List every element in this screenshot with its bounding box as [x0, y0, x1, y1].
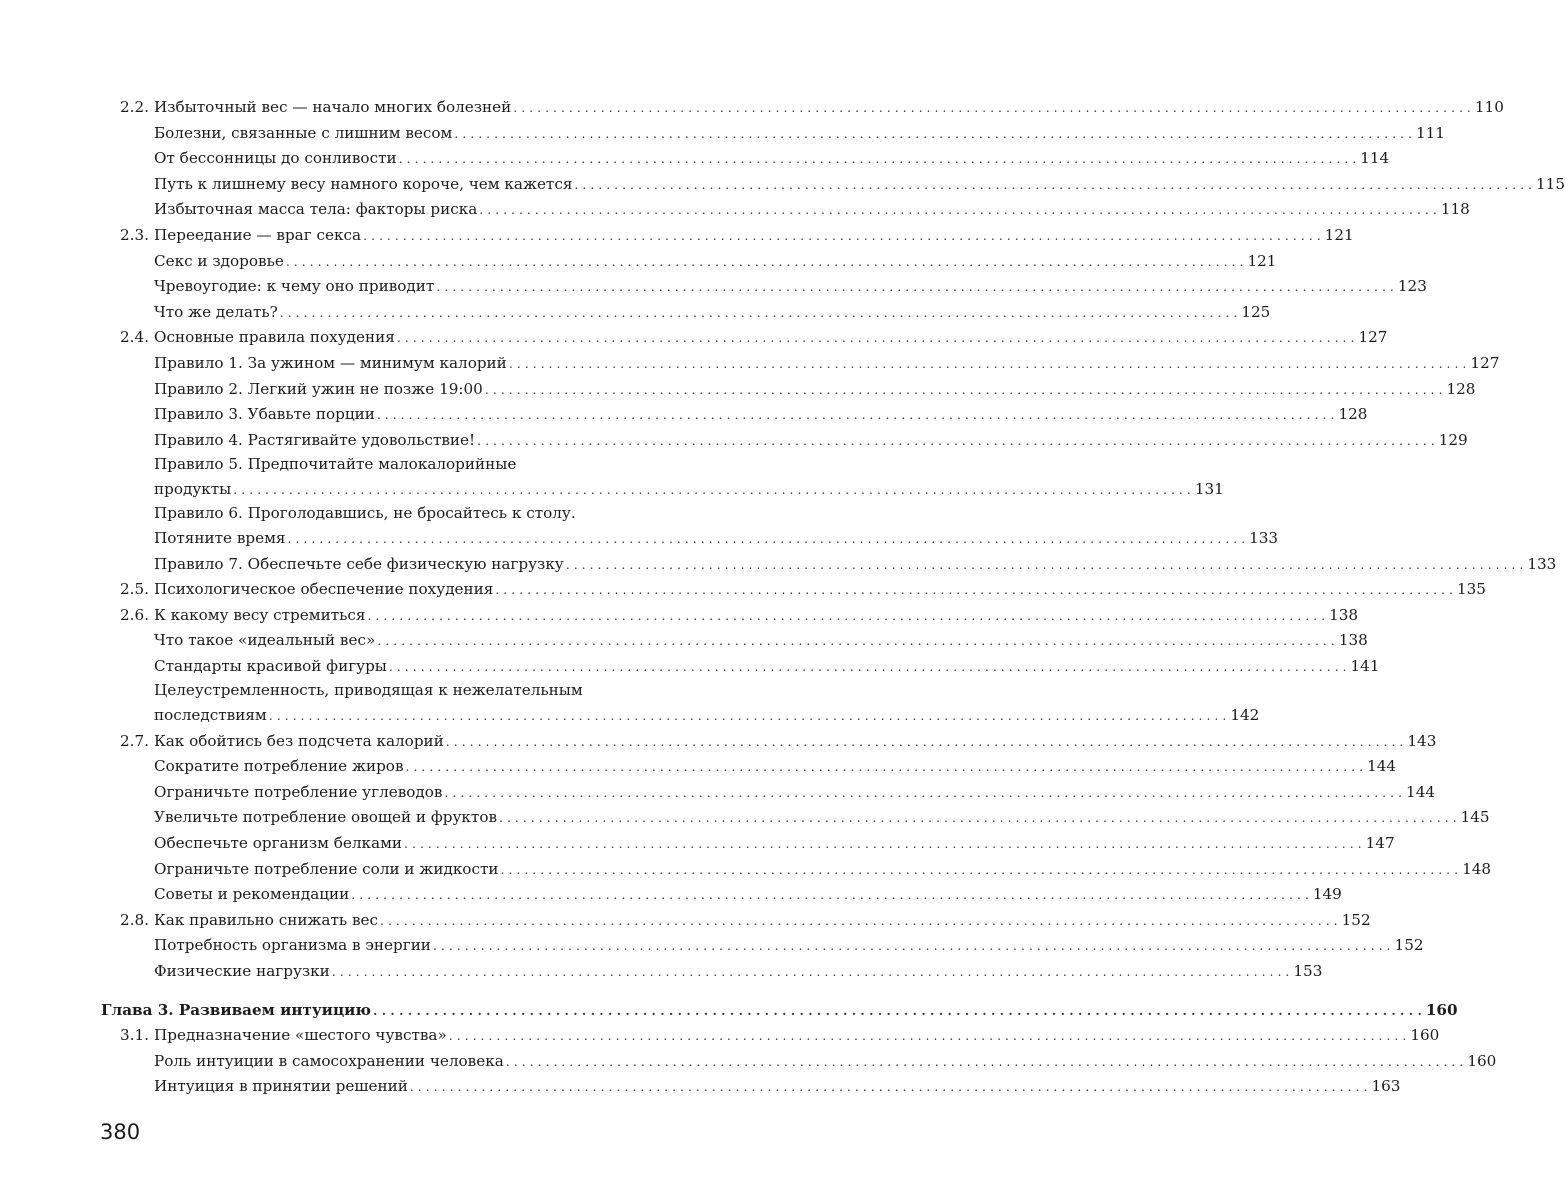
- toc-page-number: 145: [1460, 808, 1490, 827]
- toc-entry-title: Ограничьте потребление соли и жидкости: [154, 859, 499, 878]
- toc-subsection-entry: [0, 780, 1436, 806]
- dot-leader: [509, 351, 1467, 377]
- toc-page-number: 129: [1438, 430, 1468, 449]
- toc-section-entry: [0, 95, 1504, 121]
- dot-leader: [566, 552, 1524, 578]
- dot-leader: [436, 274, 1394, 300]
- toc-page-number: 149: [1312, 885, 1342, 904]
- dot-leader: [506, 1049, 1464, 1075]
- toc-page-number: 160: [1410, 1026, 1440, 1045]
- toc-entry-title: Правило 4. Растягивайте удовольствие!: [154, 430, 476, 449]
- toc-section-entry: [0, 325, 1388, 351]
- toc-entry-title: Физические нагрузки: [154, 961, 330, 980]
- toc-page-number: 138: [1329, 605, 1359, 624]
- toc-subsection-entry: [0, 377, 1476, 403]
- toc-entry-title: Правило 6. Проголодавшись, не бросайтесь к столу.: [154, 504, 576, 523]
- dot-leader: [513, 95, 1471, 121]
- toc-entry-title: От бессонницы до сонливости: [154, 149, 397, 168]
- dot-leader: [574, 172, 1532, 198]
- section-number: 2.8.: [120, 910, 149, 929]
- toc-section-entry: [0, 223, 1354, 249]
- toc-page-number: 138: [1338, 631, 1368, 650]
- toc-page-number: 133: [1527, 554, 1557, 573]
- dot-leader: [269, 703, 1227, 729]
- toc-entry-title: Избыточная масса тела: факторы риска: [154, 200, 478, 219]
- toc-entry-title: Как обойтись без подсчета калорий: [154, 731, 444, 750]
- toc-page-number: 127: [1470, 353, 1500, 372]
- dot-leader: [410, 1074, 1368, 1100]
- dot-leader: [477, 428, 1435, 454]
- toc-page-number: 152: [1341, 910, 1371, 929]
- toc-subsection-entry: [0, 552, 1557, 578]
- toc-page-number: 123: [1397, 277, 1427, 296]
- toc-entry-title: Правило 7. Обеспечьте себе физическую нагрузку: [154, 554, 564, 573]
- dot-leader: [485, 377, 1443, 403]
- toc-subsection-entry: [0, 249, 1277, 275]
- toc-entry-title: Правило 3. Убавьте порции: [154, 405, 375, 424]
- section-number: 3.1.: [120, 1026, 149, 1045]
- dot-leader: [389, 654, 1347, 680]
- toc-entry-title: Глава 3. Развиваем интуицию: [101, 1000, 372, 1019]
- dot-leader: [495, 577, 1453, 603]
- toc-page-number: 118: [1440, 200, 1470, 219]
- toc-subsection-entry: [0, 172, 1565, 198]
- toc-subsection-entry: [0, 1049, 1497, 1075]
- dot-leader: [363, 223, 1321, 249]
- toc-subsection-entry: [0, 274, 1427, 300]
- toc-entry-title: Роль интуиции в самосохранении человека: [154, 1051, 504, 1070]
- dot-leader: [233, 477, 1191, 503]
- toc-entry-title: Переедание — враг секса: [154, 225, 362, 244]
- toc-entry-title: Как правильно снижать вес: [154, 910, 379, 929]
- toc-subsection-entry: [0, 857, 1492, 883]
- toc-page-number: 111: [1415, 123, 1445, 142]
- toc-entry-title: Целеустремленность, приводящая к нежелательным: [154, 681, 583, 700]
- toc-page-number: 142: [1230, 705, 1260, 724]
- toc-entry-title: Путь к лишнему весу намного короче, чем кажется: [154, 174, 573, 193]
- dot-leader: [499, 805, 1457, 831]
- dot-leader: [501, 857, 1459, 883]
- toc-subsection-entry: [0, 300, 1271, 326]
- toc-page-number: 152: [1394, 936, 1424, 955]
- toc-entry-title: Потяните время: [154, 528, 286, 547]
- toc-page-number: 133: [1249, 528, 1279, 547]
- toc-section-entry: [0, 908, 1371, 934]
- toc-entry-title: Избыточный вес — начало многих болезней: [154, 98, 512, 116]
- toc-subsection-entry: [0, 121, 1445, 147]
- dot-leader: [397, 325, 1355, 351]
- dot-leader: [351, 882, 1309, 908]
- toc-page-number: 153: [1293, 961, 1323, 980]
- section-number: 2.7.: [120, 731, 149, 750]
- toc-page-number: 110: [1474, 98, 1504, 116]
- toc-entry-title: Предназначение «шестого чувства»: [154, 1026, 447, 1045]
- toc-entry-title: Психологическое обеспечение похудения: [154, 580, 494, 599]
- dot-leader: [449, 1023, 1407, 1049]
- dot-leader: [377, 402, 1335, 428]
- toc-page-number: 144: [1367, 757, 1397, 776]
- toc-page-number: 131: [1194, 479, 1224, 498]
- toc-subsection-entry: [0, 453, 1224, 502]
- section-number: 2.4.: [120, 328, 149, 347]
- toc-entry-title: Сократите потребление жиров: [154, 757, 404, 776]
- toc-entry-title: Обеспечьте организм белками: [154, 833, 403, 852]
- toc-entry-title: Увеличьте потребление овощей и фруктов: [154, 808, 498, 827]
- toc-entry-title: Ограничьте потребление углеводов: [154, 782, 443, 801]
- toc-subsection-entry: [0, 428, 1468, 454]
- toc-section-entry: [0, 577, 1486, 603]
- toc-page-number: 115: [1536, 174, 1565, 193]
- toc-entry-title: Основные правила похудения: [154, 328, 395, 347]
- toc-page-number: 147: [1365, 833, 1395, 852]
- toc-section-entry: [0, 603, 1359, 629]
- table-of-contents: [0, 95, 1565, 1100]
- dot-leader: [446, 729, 1404, 755]
- dot-leader: [433, 933, 1391, 959]
- toc-page-number: 114: [1360, 149, 1390, 168]
- toc-entry-title: Чревоугодие: к чему оно приводит: [154, 277, 435, 296]
- toc-entry-title: Что же делать?: [154, 302, 278, 321]
- toc-page-number: 125: [1241, 302, 1271, 321]
- toc-entry-title: Правило 2. Легкий ужин не позже 19:00: [154, 379, 483, 398]
- toc-page-number: 128: [1338, 405, 1368, 424]
- page-number: 380: [100, 1120, 141, 1144]
- section-number: 2.2.: [120, 98, 149, 116]
- toc-entry-title: Интуиция в принятии решений: [154, 1077, 408, 1096]
- toc-page-number: 163: [1371, 1077, 1401, 1096]
- toc-page-number: 144: [1406, 782, 1436, 801]
- toc-entry-title: Что такое «идеальный вес»: [154, 631, 376, 650]
- toc-page-number: 160: [1425, 1000, 1458, 1019]
- toc-page-number: 135: [1456, 580, 1486, 599]
- toc-page-number: 121: [1324, 225, 1354, 244]
- toc-subsection-entry: [0, 351, 1500, 377]
- toc-page-number: 143: [1407, 731, 1437, 750]
- toc-page-number: 160: [1467, 1051, 1497, 1070]
- dot-leader: [367, 603, 1325, 629]
- toc-subsection-entry: [0, 628, 1368, 654]
- toc-entry-title: Советы и рекомендации: [154, 885, 350, 904]
- toc-page-number: 127: [1358, 328, 1388, 347]
- toc-section-entry: [0, 1023, 1440, 1049]
- dot-leader: [444, 780, 1402, 806]
- dot-leader: [380, 908, 1338, 934]
- toc-subsection-entry: [0, 679, 1260, 728]
- toc-subsection-entry: [0, 882, 1342, 908]
- dot-leader: [286, 249, 1244, 275]
- toc-entry-title: Болезни, связанные с лишним весом: [154, 123, 453, 142]
- toc-entry-title: Стандарты красивой фигуры: [154, 656, 387, 675]
- toc-subsection-entry: [0, 933, 1424, 959]
- toc-subsection-entry: [0, 402, 1368, 428]
- dot-leader: [332, 959, 1290, 985]
- dot-leader: [288, 526, 1246, 552]
- toc-subsection-entry: [0, 754, 1397, 780]
- toc-entry-title: Правило 1. За ужином — минимум калорий: [154, 353, 507, 372]
- toc-entry-title: продукты: [154, 479, 232, 498]
- toc-entry-title: Секс и здоровье: [154, 251, 284, 270]
- toc-entry-title: последствиям: [154, 705, 267, 724]
- dot-leader: [373, 998, 1422, 1024]
- toc-subsection-entry: [0, 959, 1323, 985]
- section-number: 2.3.: [120, 225, 149, 244]
- dot-leader: [280, 300, 1238, 326]
- dot-leader: [406, 754, 1364, 780]
- dot-leader: [399, 146, 1357, 172]
- toc-entry-title: Потребность организма в энергии: [154, 936, 431, 955]
- toc-subsection-entry: [0, 197, 1470, 223]
- dot-leader: [404, 831, 1362, 857]
- toc-subsection-entry: [0, 805, 1490, 831]
- toc-entry-title: К какому весу стремиться: [154, 605, 366, 624]
- toc-subsection-entry: [0, 502, 1279, 551]
- toc-section-entry: [0, 729, 1437, 755]
- toc-page-number: 128: [1446, 379, 1476, 398]
- toc-subsection-entry: [0, 831, 1395, 857]
- toc-chapter-entry: [0, 998, 1458, 1024]
- toc-entry-title: Правило 5. Предпочитайте малокалорийные: [154, 455, 517, 474]
- toc-subsection-entry: [0, 146, 1390, 172]
- toc-page-number: 121: [1247, 251, 1277, 270]
- section-number: 2.5.: [120, 580, 149, 599]
- toc-subsection-entry: [0, 654, 1380, 680]
- dot-leader: [454, 121, 1412, 147]
- section-number: 2.6.: [120, 605, 149, 624]
- toc-subsection-entry: [0, 1074, 1401, 1100]
- toc-page-number: 141: [1350, 656, 1380, 675]
- dot-leader: [377, 628, 1335, 654]
- toc-page-number: 148: [1462, 859, 1492, 878]
- dot-leader: [479, 197, 1437, 223]
